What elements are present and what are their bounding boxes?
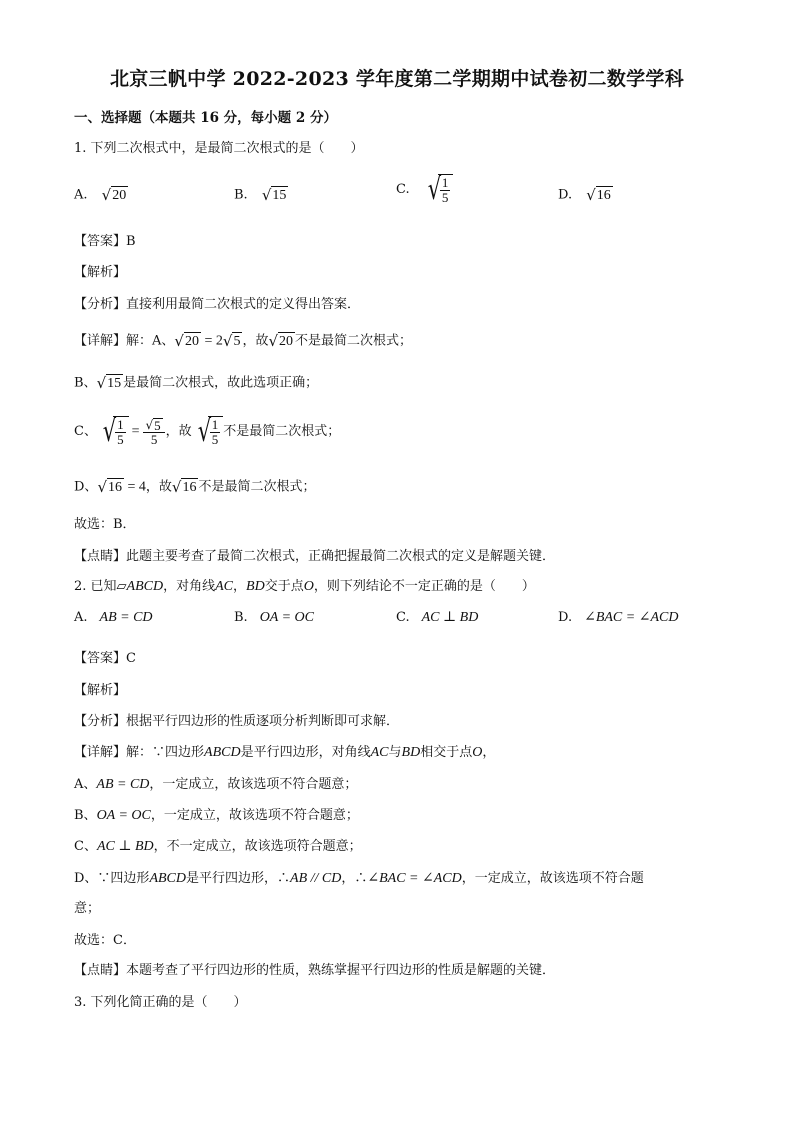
math: O [472, 745, 483, 760]
text: ，一定成立，故该选项不符合题意； [149, 777, 358, 792]
q1-xiangjie-d [74, 478, 316, 497]
math: ABCD [149, 871, 186, 886]
text: 相交于点 [420, 745, 473, 760]
math: ABCD [204, 745, 241, 760]
dianjing-text: 本题考查了平行四边形的性质，熟练掌握平行四边形的性质是解题的关键． [126, 963, 556, 978]
denominator: 5 [441, 190, 449, 205]
math: ∠BAC = ∠ACD [367, 871, 462, 886]
text: ，故 [242, 333, 269, 349]
page-title: 北京三帆中学 2022-2023 学年度第二学期期中试卷初二数学学科 [109, 68, 685, 90]
math: OA = OC [96, 808, 151, 823]
text: ，不一定成立，故该选项符合题意； [153, 839, 362, 854]
denominator: 5 [211, 432, 219, 447]
math: AB = CD [96, 777, 150, 792]
option-label: D. [558, 610, 573, 625]
text: 不是最简二次根式； [223, 424, 341, 439]
xiangjie-tag: 【详解】 [74, 333, 127, 349]
q1-xiangjie-c [74, 416, 340, 448]
text: 解：∵四边形 [126, 745, 205, 760]
text: C、 [74, 839, 97, 854]
radicand: 16 [596, 188, 611, 203]
radicand: 20 [279, 334, 294, 349]
option-value: OA = OC [259, 610, 314, 625]
sqrt-expression: √ 15 [261, 186, 287, 204]
text: 是平行四边形，对角线 [240, 745, 371, 760]
text: 是平行四边形，∴ [186, 871, 291, 886]
q2-fenxi [74, 713, 399, 731]
sqrt-fraction-expression: √ $\frac{1}{5}$ [97, 416, 129, 448]
option-label: A. [74, 187, 88, 203]
radicand: 16 [182, 480, 197, 495]
numerator: 1 [117, 417, 124, 432]
q1-option-c [396, 174, 453, 206]
math: BD [401, 745, 421, 760]
q1-option-b [234, 186, 288, 205]
text: 交于点 [264, 579, 304, 594]
fenxi-text: 根据平行四边形的性质逐项分析判断即可求解． [126, 714, 400, 729]
text: 2. 已知▱ [74, 579, 127, 594]
q2-xiangjie-intro [74, 744, 495, 762]
sqrt-expression: √ 20 [268, 332, 294, 350]
sqrt-fraction-expression: √ $\frac{1}{5}$ [422, 174, 454, 206]
denominator: 5 [150, 432, 158, 448]
text: D、∵四边形 [74, 871, 150, 886]
q1-option-d [558, 186, 613, 205]
option-label: C. [396, 182, 410, 197]
xiangjie-tag: 【详解】 [74, 745, 127, 760]
text: ，∴ [341, 871, 368, 886]
sqrt-expression: √ 20 [174, 332, 199, 350]
q1-choose: 故选：B． [74, 517, 136, 532]
math: ABCD [126, 579, 164, 594]
q2-choose: 故选：C． [74, 933, 136, 948]
option-value: AB = CD [99, 610, 153, 625]
text: 与 [388, 745, 402, 760]
sqrt-fraction-expression: √ $\frac{1}{5}$ [192, 416, 224, 448]
radicand: 5 [233, 334, 241, 349]
q2-xiangjie-d-cont: 意； [74, 901, 101, 916]
fenxi-tag: 【分析】 [74, 714, 127, 729]
question-1-stem: 1. 下列二次根式中，是最简二次根式的是（ ） [74, 141, 364, 156]
radicand: 5 [154, 418, 161, 434]
option-label: A. [74, 610, 88, 625]
text: A、 [74, 777, 97, 792]
text: C、 [74, 424, 97, 439]
text: 是最简二次根式，故此选项正确； [123, 375, 319, 391]
equation-part: = 2 [200, 333, 223, 349]
radicand: 20 [112, 188, 127, 203]
sqrt-expression: √ 16 [586, 186, 611, 204]
radicand: 20 [184, 334, 199, 349]
q2-xiangjie-a [74, 776, 357, 794]
dianjing-tag: 【点睛】 [74, 549, 127, 564]
math: AB // CD [290, 871, 342, 886]
denominator: 5 [117, 432, 124, 447]
q2-answer: 【答案】C [74, 651, 136, 666]
text: 解：A、 [126, 333, 175, 349]
radicand: 15 [272, 188, 287, 203]
text: ， [233, 579, 247, 594]
text: ，则下列结论不一定正确的是（ ） [313, 579, 535, 594]
sqrt-expression: √ 16 [171, 478, 197, 496]
text: B、 [74, 808, 97, 823]
text: ， [482, 745, 496, 760]
q2-option-c [396, 609, 478, 627]
q1-analysis-tag: 【解析】 [74, 265, 127, 280]
equals-sign: = [131, 424, 140, 439]
numerator: 1 [441, 175, 449, 190]
section-heading: 一、选择题（本题共 16 分，每小题 2 分） [74, 110, 337, 126]
q2-option-d [558, 609, 678, 627]
radicand: 16 [108, 480, 122, 495]
text: ，对角线 [163, 579, 216, 594]
fraction: √ 5 5 [143, 417, 164, 447]
option-label: C. [396, 610, 410, 625]
math: AC ⊥ BD [96, 839, 154, 854]
question-2-stem [74, 578, 535, 596]
text: ，一定成立，故该选项不符合题意； [150, 808, 359, 823]
option-label: B. [234, 610, 248, 625]
q2-xiangjie-c [74, 838, 362, 856]
math: BD [246, 579, 265, 594]
q2-xiangjie-d [74, 870, 644, 888]
option-label: B. [234, 187, 248, 203]
fenxi-text: 直接利用最简二次根式的定义得出答案． [126, 297, 361, 312]
option-label: D. [558, 187, 573, 203]
q1-answer: 【答案】B [74, 234, 136, 249]
dianjing-tag: 【点睛】 [74, 963, 127, 978]
equation-part: = 4 [124, 479, 146, 495]
text: 不是最简二次根式； [198, 479, 316, 495]
math: AC [215, 579, 234, 594]
text: D、 [74, 479, 98, 495]
option-value: AC ⊥ BD [421, 610, 479, 625]
numerator: 1 [211, 417, 219, 432]
sqrt-expression: √ 5 [222, 332, 241, 350]
q2-option-b [234, 609, 314, 627]
q2-xiangjie-b [74, 807, 359, 825]
q2-dianjing [74, 962, 555, 980]
q1-fenxi [74, 296, 360, 314]
text: ，故 [165, 424, 192, 439]
text: ，一定成立，故该选项不符合题 [461, 871, 644, 886]
q2-analysis-tag: 【解析】 [74, 683, 127, 698]
question-3-stem: 3. 下列化简正确的是（ ） [74, 995, 247, 1010]
sqrt-expression: √ 20 [101, 186, 127, 204]
fenxi-tag: 【分析】 [74, 297, 127, 312]
sqrt-expression: √ 16 [97, 478, 122, 496]
radicand: 15 [107, 376, 122, 391]
option-value: ∠BAC = ∠ACD [584, 610, 679, 625]
q1-xiangjie-a [74, 332, 412, 351]
q1-option-a [74, 186, 128, 205]
math: AC [370, 745, 389, 760]
q1-dianjing [74, 548, 555, 566]
text: B、 [74, 375, 97, 391]
sqrt-expression: √ 15 [96, 374, 122, 392]
text: ，故 [145, 479, 172, 495]
dianjing-text: 此题主要考查了最简二次根式，正确把握最简二次根式的定义是解题关键． [126, 549, 556, 564]
math: O [303, 579, 314, 594]
q1-xiangjie-b [74, 374, 318, 393]
text: 不是最简二次根式； [295, 333, 413, 349]
q2-option-a [74, 609, 153, 627]
